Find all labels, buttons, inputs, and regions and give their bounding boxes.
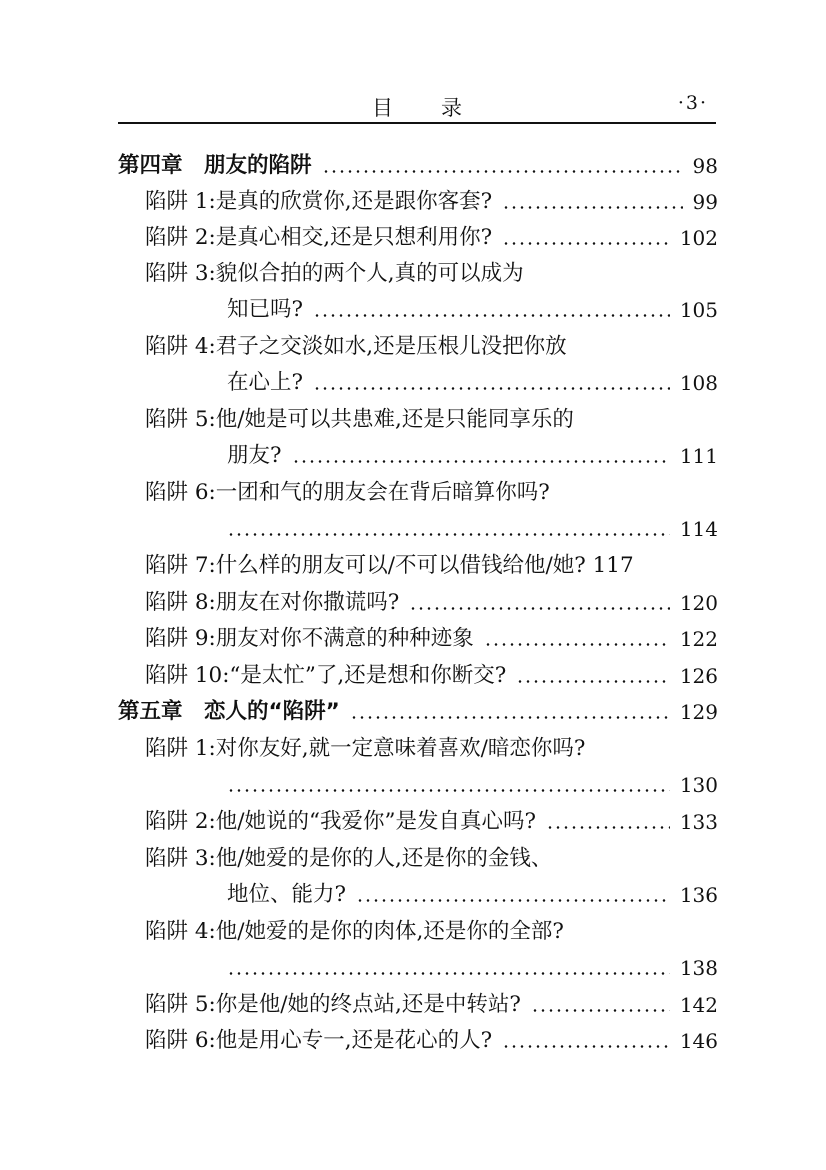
toc-entry[interactable] <box>145 582 718 618</box>
dot-leader <box>227 972 670 975</box>
dot-leader <box>409 607 670 610</box>
toc-entry-continuation[interactable] <box>227 764 718 800</box>
dot-leader <box>484 643 670 646</box>
toc-entry-title: 陷阱 6:他是用心专一,还是花心的人? <box>145 1028 493 1053</box>
toc-page-number: 98 <box>692 154 718 178</box>
toc-entry-title: 陷阱 3:他/她爱的是你的人,还是你的金钱、 <box>145 846 553 871</box>
toc-entry-title: 知已吗? <box>227 297 304 322</box>
toc-entry-title: 陷阱 2:是真心相交,还是只想利用你? <box>145 225 493 250</box>
dot-leader <box>292 460 670 463</box>
toc-entry-title: 陷阱 6:一团和气的朋友会在背后暗算你吗? <box>145 480 550 505</box>
toc-entry-title: 第五章 恋人的“陷阱” <box>118 699 340 724</box>
toc-page-number: 126 <box>679 664 718 688</box>
toc-entry-title: 陷阱 5:你是他/她的终点站,还是中转站? <box>145 992 521 1017</box>
toc-entry-title: 陷阱 9:朋友对你不满意的种种迹象 <box>145 626 474 651</box>
dot-leader <box>313 387 670 390</box>
toc-entry-title: 陷阱 4:君子之交淡如水,还是压根儿没把你放 <box>145 334 567 359</box>
toc-entry-title: 陷阱 1:对你友好,就一定意味着喜欢/暗恋你吗? <box>145 736 586 761</box>
toc-entry-title: 陷阱 3:貌似合拍的两个人,真的可以成为 <box>145 261 524 286</box>
toc-entry-title: 陷阱 10:“是太忙”了,还是想和你断交? <box>145 663 507 688</box>
dot-leader <box>502 1045 670 1048</box>
toc-page-number: 122 <box>679 627 718 651</box>
dot-leader <box>502 206 682 209</box>
toc-entry[interactable] <box>145 618 718 654</box>
toc-entry[interactable] <box>145 984 718 1020</box>
toc-entry-first-line[interactable] <box>145 399 574 435</box>
toc-entry-first-line[interactable] <box>145 838 552 874</box>
toc-entry[interactable] <box>145 545 634 581</box>
dot-leader <box>322 170 683 173</box>
running-header <box>118 88 716 124</box>
toc-page-number: 99 <box>692 190 718 214</box>
dot-leader <box>546 826 670 829</box>
dot-leader <box>531 1009 670 1012</box>
toc-entry-title: 陷阱 7:什么样的朋友可以/不可以借钱给他/她? 117 <box>145 553 634 578</box>
dot-leader <box>516 680 670 683</box>
toc-page-number: 146 <box>679 1029 718 1053</box>
toc-entry[interactable] <box>145 217 718 253</box>
toc-page-number: 111 <box>679 444 718 468</box>
toc-page-number: 108 <box>679 371 718 395</box>
toc-page-number: 136 <box>679 883 718 907</box>
toc-entry-continuation[interactable] <box>227 289 718 325</box>
toc-entry[interactable] <box>145 801 718 837</box>
toc-entry-title: 陷阱 1:是真的欣赏你,还是跟你客套? <box>145 189 493 214</box>
toc-entry-continuation[interactable] <box>227 362 718 398</box>
toc-entry-first-line[interactable] <box>145 728 585 764</box>
toc-entry[interactable] <box>145 655 718 691</box>
toc-entry-title: 朋友? <box>227 443 282 468</box>
dot-leader <box>356 899 670 902</box>
toc-page-number: 129 <box>679 700 718 724</box>
header-title: 目录 <box>372 96 510 120</box>
toc-entry-title: 陷阱 8:朋友在对你撒谎吗? <box>145 590 400 615</box>
toc-entry-first-line[interactable] <box>145 326 567 362</box>
toc-page-number: 142 <box>679 993 718 1017</box>
toc-entry-title: 在心上? <box>227 370 304 395</box>
toc-page-number: 130 <box>679 773 718 797</box>
toc-page-number: 133 <box>679 810 718 834</box>
toc-page-number: 105 <box>679 298 718 322</box>
header-page-number: ·3· <box>677 92 708 114</box>
dot-leader <box>502 242 670 245</box>
toc-entry-title: 地位、能力? <box>227 882 347 907</box>
toc-entry-continuation[interactable] <box>227 435 718 471</box>
dot-leader <box>227 533 670 536</box>
toc-entry-first-line[interactable] <box>145 253 524 289</box>
dot-leader <box>313 314 670 317</box>
toc-page-number: 114 <box>679 517 718 541</box>
toc-page-number: 138 <box>679 956 718 980</box>
toc-entry-title: 陷阱 2:他/她说的“我爱你”是发自真心吗? <box>145 809 537 834</box>
toc-entry-continuation[interactable] <box>227 874 718 910</box>
toc-entry-title: 陷阱 5:他/她是可以共患难,还是只能同享乐的 <box>145 407 574 432</box>
toc-entry-title: 陷阱 4:他/她爱的是你的肉体,还是你的全部? <box>145 919 564 944</box>
toc-chapter-5[interactable] <box>118 691 718 727</box>
toc-entry-continuation[interactable] <box>227 508 718 544</box>
toc-entry-title: 第四章 朋友的陷阱 <box>118 153 312 178</box>
toc-entry[interactable] <box>145 181 718 217</box>
dot-leader <box>350 716 670 719</box>
toc-entry-continuation[interactable] <box>227 947 718 983</box>
toc-page-number: 120 <box>679 591 718 615</box>
toc-page-number: 102 <box>679 226 718 250</box>
dot-leader <box>227 789 670 792</box>
toc-entry[interactable] <box>145 1020 718 1056</box>
header-rule <box>118 122 716 124</box>
toc-chapter-4[interactable] <box>118 145 718 181</box>
toc-entry-first-line[interactable] <box>145 472 550 508</box>
toc-entry-first-line[interactable] <box>145 911 564 947</box>
